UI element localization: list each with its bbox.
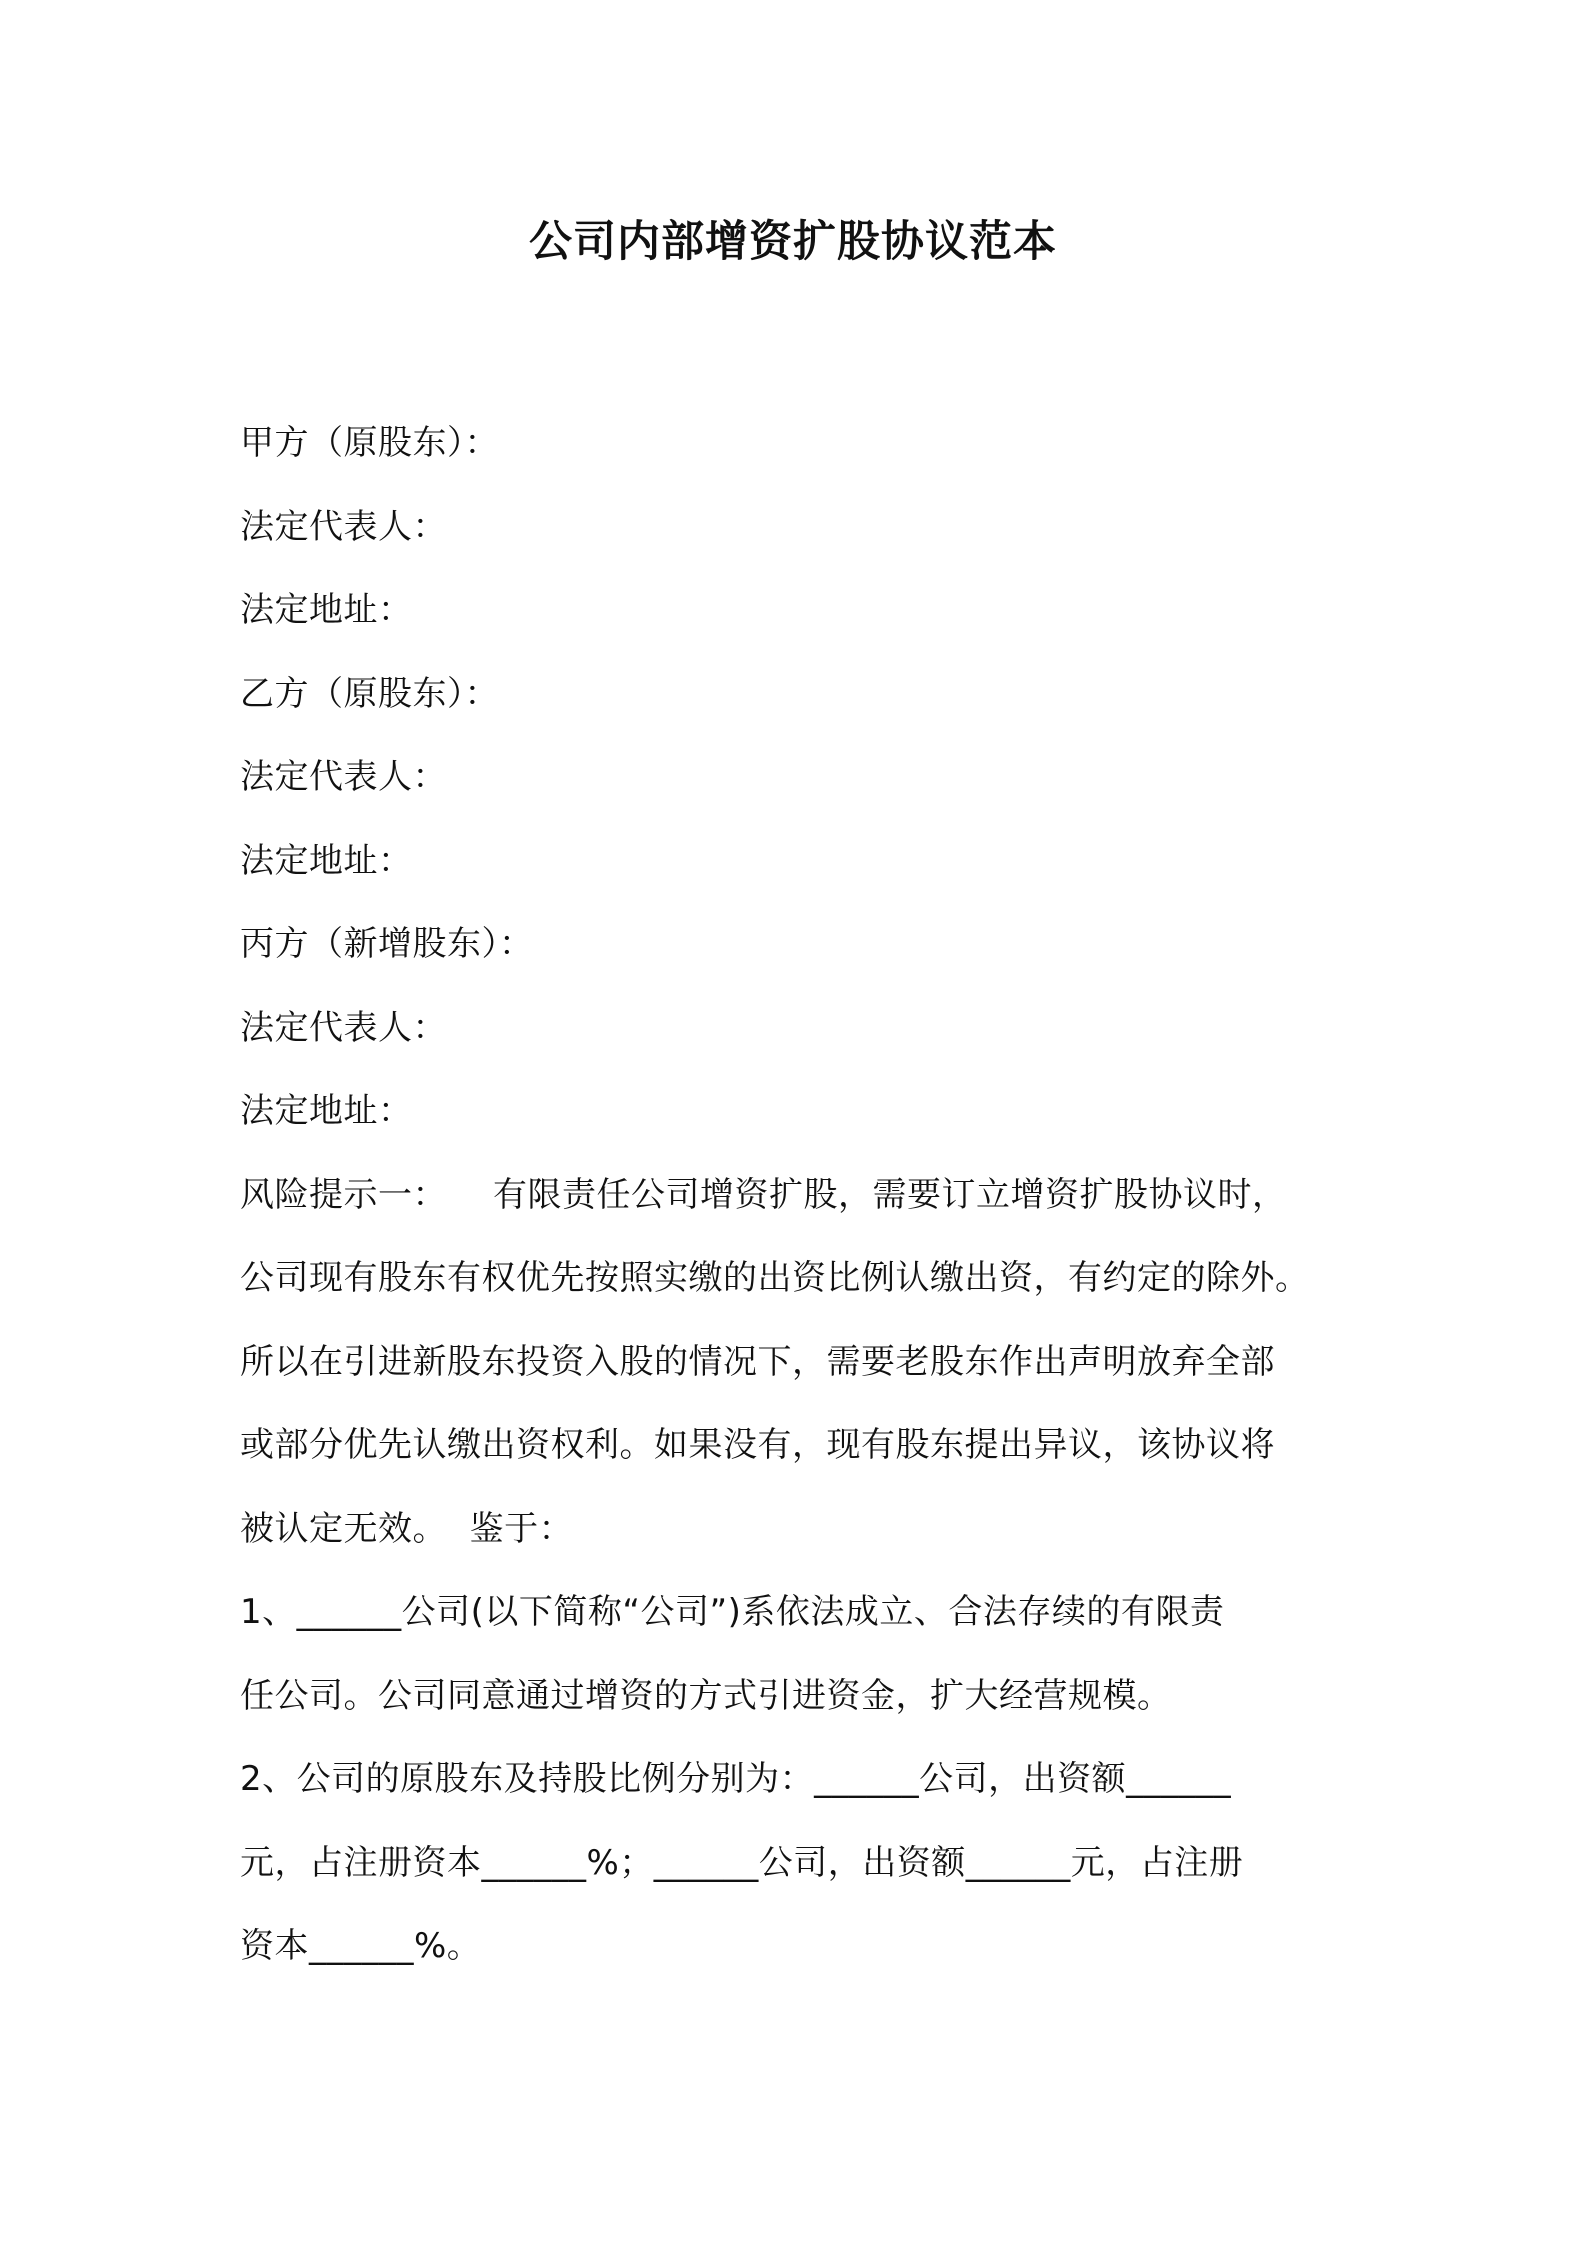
- risk-notice-text-1: 有限责任公司增资扩股，需要订立增资扩股协议时，: [493, 1174, 1287, 1215]
- clause-1-paragraph: [240, 1571, 1360, 1738]
- party-a-representative-label: 法定代表人：: [240, 506, 447, 547]
- party-c-representative-label: 法定代表人：: [240, 1007, 447, 1048]
- clause-2-line-2: 元，占注册资本______%；______公司，出资额______元，占注册: [240, 1842, 1244, 1883]
- party-b-label: 乙方（原股东）：: [240, 673, 499, 714]
- party-a-address-label: 法定地址：: [240, 590, 413, 630]
- clause-1-line-1: 1、______公司(以下简称“公司”)系依法成立、合法存续的有限责: [240, 1592, 1225, 1632]
- document-body: [240, 402, 1360, 1989]
- risk-notice-first-line: [240, 1154, 1360, 1238]
- clause-2-line-1: 2、公司的原股东及持股比例分别为：______公司，出资额______: [240, 1759, 1232, 1799]
- party-b-address-label: 法定地址：: [240, 840, 413, 881]
- party-c-label: 丙方（新增股东）：: [240, 924, 534, 964]
- party-c-address-label: 法定地址：: [240, 1091, 413, 1131]
- risk-notice-text-5: 被认定无效。 鉴于：: [240, 1508, 574, 1549]
- document-title: 公司内部增资扩股协议范本: [529, 217, 1057, 267]
- risk-notice-paragraph: [240, 1154, 1360, 1572]
- clause-2-paragraph: [240, 1738, 1360, 1989]
- party-b-representative-label: 法定代表人：: [240, 757, 447, 797]
- clause-2-line-3: 资本______%。: [240, 1926, 482, 1966]
- clause-1-line-2: 任公司。公司同意通过增资的方式引进资金，扩大经营规模。: [240, 1675, 1172, 1716]
- risk-notice-text-2: 公司现有股东有权优先按照实缴的出资比例认缴出资，有约定的除外。: [240, 1258, 1310, 1298]
- risk-notice-label: 风险提示一：: [240, 1174, 447, 1215]
- risk-notice-text-4: 或部分优先认缴出资权利。如果没有，现有股东提出异议，该协议将: [240, 1425, 1275, 1465]
- party-a-label: 甲方（原股东）：: [240, 423, 499, 463]
- risk-notice-text-3: 所以在引进新股东投资入股的情况下，需要老股东作出声明放弃全部: [240, 1341, 1275, 1382]
